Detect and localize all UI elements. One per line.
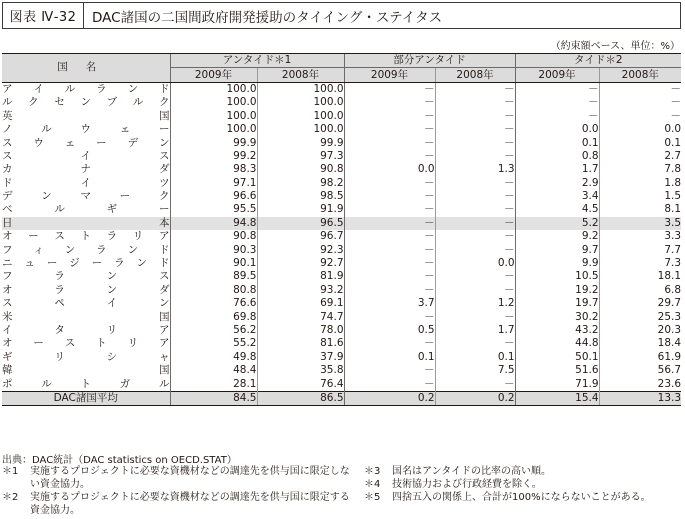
- table-row: [2, 177, 681, 190]
- country-name-text: オ ラ ン ダ: [2, 283, 170, 296]
- value-cell: －: [435, 217, 515, 230]
- table-row: [2, 377, 681, 391]
- table-row: [2, 163, 681, 176]
- value-cell: －: [599, 96, 681, 109]
- value-cell: 0.0: [599, 123, 681, 136]
- country-name: [2, 136, 170, 149]
- value-cell: 0.2: [435, 391, 515, 405]
- figure-title: DAC諸国の二国間政府開発援助のタイイング・ステイタス: [92, 9, 443, 26]
- value-cell: 99.9: [170, 136, 257, 149]
- value-cell: －: [344, 190, 435, 203]
- value-cell: 98.5: [257, 190, 344, 203]
- country-name: [2, 337, 170, 350]
- group-header-untied: アンタイド＊1: [170, 54, 344, 68]
- value-cell: 100.0: [257, 82, 344, 96]
- value-cell: －: [344, 230, 435, 243]
- country-name: [2, 364, 170, 377]
- value-cell: 92.7: [257, 257, 344, 270]
- value-cell: 100.0: [170, 96, 257, 109]
- value-cell: －: [435, 110, 515, 123]
- value-cell: －: [435, 136, 515, 149]
- table-row: [2, 123, 681, 136]
- value-cell: －: [435, 177, 515, 190]
- table-row: [2, 203, 681, 216]
- year-header: 2009年: [170, 68, 257, 82]
- country-name-text: 韓 国: [2, 364, 170, 377]
- table-header-groups: [2, 54, 681, 68]
- figure-number: 図表 Ⅳ-32: [3, 3, 84, 28]
- value-cell: －: [344, 310, 435, 323]
- table-row: [2, 243, 681, 256]
- country-name: [2, 203, 170, 216]
- table-row: [2, 310, 681, 323]
- value-cell: －: [435, 310, 515, 323]
- value-cell: 100.0: [170, 110, 257, 123]
- country-name-text: ル ク セ ン ブ ル ク: [2, 96, 170, 109]
- table-row: [2, 297, 681, 310]
- country-name: [2, 190, 170, 203]
- value-cell: 98.2: [257, 177, 344, 190]
- value-cell: 44.8: [515, 337, 599, 350]
- table-row: [2, 270, 681, 283]
- country-name: [2, 96, 170, 109]
- value-cell: 5.2: [515, 217, 599, 230]
- value-cell: 0.1: [515, 136, 599, 149]
- value-cell: 1.8: [599, 177, 681, 190]
- value-cell: 35.8: [257, 364, 344, 377]
- footnote-mark: ＊1: [2, 466, 19, 477]
- value-cell: －: [435, 203, 515, 216]
- table-row: [2, 324, 681, 337]
- value-cell: 49.8: [170, 351, 257, 364]
- value-cell: 89.5: [170, 270, 257, 283]
- value-cell: －: [344, 284, 435, 297]
- footnote: [364, 465, 685, 478]
- country-name-text: ス ペ イ ン: [2, 297, 170, 310]
- table-total-row: [2, 391, 681, 405]
- value-cell: －: [344, 270, 435, 283]
- footnote-text: 実施するプロジェクトに必要な資機材などの調達先を供与国に限定する資金協力。: [30, 492, 350, 516]
- country-column-header: 国名: [2, 54, 170, 83]
- value-cell: 90.8: [170, 230, 257, 243]
- value-cell: 29.7: [599, 297, 681, 310]
- country-name-text: ギ リ シ ャ: [2, 350, 170, 363]
- footnote: [364, 478, 685, 491]
- value-cell: －: [599, 82, 681, 96]
- country-name-text: ベ ル ギ ー: [2, 203, 170, 216]
- value-cell: －: [435, 284, 515, 297]
- footnote-text: 四捨五入の関係上、合計が100%にならないことがある。: [392, 492, 651, 503]
- year-header: 2009年: [515, 68, 599, 82]
- value-cell: －: [435, 150, 515, 163]
- country-name-text: ア イ ル ラ ン ド: [2, 82, 170, 95]
- value-cell: 78.0: [257, 324, 344, 337]
- footnote: [2, 465, 350, 491]
- year-header: 2008年: [599, 68, 681, 82]
- year-header: 2009年: [344, 68, 435, 82]
- value-cell: 74.7: [257, 310, 344, 323]
- value-cell: 7.5: [435, 364, 515, 377]
- value-cell: 69.8: [170, 310, 257, 323]
- value-cell: －: [435, 96, 515, 109]
- country-name: [2, 310, 170, 323]
- footnote: [364, 491, 685, 504]
- value-cell: －: [435, 243, 515, 256]
- value-cell: －: [344, 217, 435, 230]
- value-cell: 91.9: [257, 203, 344, 216]
- country-name: [2, 110, 170, 123]
- footnote-text: 技術協力および行政経費を除く。: [392, 479, 542, 490]
- value-cell: －: [344, 177, 435, 190]
- country-name-text: ニ ュ ー ジ ー ラ ン ド: [2, 257, 170, 270]
- country-name-text: カ ナ ダ: [2, 163, 170, 176]
- value-cell: 1.3: [435, 163, 515, 176]
- value-cell: 0.5: [344, 324, 435, 337]
- value-cell: 94.8: [170, 217, 257, 230]
- value-cell: 100.0: [257, 123, 344, 136]
- footnote-mark: ＊5: [364, 492, 381, 503]
- value-cell: 97.3: [257, 150, 344, 163]
- value-cell: 0.1: [435, 351, 515, 364]
- table-row: [2, 284, 681, 297]
- country-name-text: ノ ル ウ ェ ー: [2, 123, 170, 136]
- value-cell: －: [344, 364, 435, 377]
- value-cell: 100.0: [257, 110, 344, 123]
- value-cell: －: [344, 203, 435, 216]
- country-name: [2, 177, 170, 190]
- value-cell: －: [599, 110, 681, 123]
- value-cell: －: [515, 110, 599, 123]
- country-name: [2, 123, 170, 136]
- table-row: [2, 190, 681, 203]
- country-name: DAC諸国平均: [2, 391, 170, 405]
- value-cell: 3.4: [515, 190, 599, 203]
- country-name-text: ポ ル ト ガ ル: [2, 377, 170, 390]
- country-name: [2, 243, 170, 256]
- value-cell: 100.0: [170, 123, 257, 136]
- value-cell: 18.1: [599, 270, 681, 283]
- value-cell: 7.7: [599, 243, 681, 256]
- country-name: [2, 377, 170, 391]
- value-cell: 7.8: [599, 163, 681, 176]
- country-name: [2, 150, 170, 163]
- value-cell: 84.5: [170, 391, 257, 405]
- value-cell: 13.3: [599, 391, 681, 405]
- value-cell: －: [515, 82, 599, 96]
- value-cell: 2.7: [599, 150, 681, 163]
- country-name-text: ス ウ ェ ー デ ン: [2, 136, 170, 149]
- value-cell: 0.0: [515, 123, 599, 136]
- footnote-mark: ＊4: [364, 479, 381, 490]
- value-cell: －: [344, 136, 435, 149]
- value-cell: 3.7: [344, 297, 435, 310]
- country-name: [2, 217, 170, 230]
- value-cell: 23.6: [599, 377, 681, 391]
- group-header-tied: タイド＊2: [515, 54, 681, 68]
- country-name-text: 日 本: [2, 216, 170, 229]
- country-name-text: デ ン マ ー ク: [2, 190, 170, 203]
- footnote: [2, 491, 350, 517]
- table-row: [2, 337, 681, 350]
- value-cell: 0.8: [515, 150, 599, 163]
- table-row: [2, 351, 681, 364]
- country-name-text: フ ィ ン ラ ン ド: [2, 243, 170, 256]
- country-name-text: ド イ ツ: [2, 176, 170, 189]
- country-name: [2, 351, 170, 364]
- value-cell: －: [344, 257, 435, 270]
- value-cell: 71.9: [515, 377, 599, 391]
- value-cell: －: [344, 110, 435, 123]
- country-name-text: ス イ ス: [2, 149, 170, 162]
- country-name-text: イ タ リ ア: [2, 324, 170, 336]
- country-name: [2, 257, 170, 270]
- value-cell: 61.9: [599, 351, 681, 364]
- figure-title-bar: [2, 2, 681, 29]
- value-cell: 0.2: [344, 391, 435, 405]
- value-cell: 56.2: [170, 324, 257, 337]
- country-name-text: オ ー ス ト ラ リ ア: [2, 230, 170, 243]
- footnote-text: 実施するプロジェクトに必要な資機材などの調達先を供与国に限定しない資金協力。: [30, 466, 350, 490]
- value-cell: －: [435, 337, 515, 350]
- table-row: [2, 230, 681, 243]
- value-cell: 55.2: [170, 337, 257, 350]
- value-cell: 0.1: [344, 351, 435, 364]
- value-cell: 1.7: [515, 163, 599, 176]
- footnote-mark: ＊2: [2, 492, 19, 503]
- country-name-text: 英 国: [2, 109, 170, 122]
- value-cell: 81.9: [257, 270, 344, 283]
- country-name-text: オ ー ス ト リ ア: [2, 337, 170, 350]
- country-name: [2, 163, 170, 176]
- country-name: [2, 270, 170, 283]
- value-cell: －: [435, 190, 515, 203]
- value-cell: 8.1: [599, 203, 681, 216]
- value-cell: 19.7: [515, 297, 599, 310]
- country-name: [2, 82, 170, 96]
- value-cell: 43.2: [515, 324, 599, 337]
- country-name-text: フ ラ ン ス: [2, 270, 170, 283]
- table-row: [2, 364, 681, 377]
- value-cell: －: [435, 377, 515, 391]
- value-cell: 1.7: [435, 324, 515, 337]
- country-name: [2, 297, 170, 310]
- value-cell: 92.3: [257, 243, 344, 256]
- value-cell: －: [344, 123, 435, 136]
- value-cell: 30.2: [515, 310, 599, 323]
- value-cell: 7.3: [599, 257, 681, 270]
- table-row: [2, 150, 681, 163]
- value-cell: 15.4: [515, 391, 599, 405]
- tying-status-table: [2, 53, 681, 406]
- value-cell: 28.1: [170, 377, 257, 391]
- value-cell: －: [344, 96, 435, 109]
- value-cell: －: [344, 243, 435, 256]
- value-cell: 37.9: [257, 351, 344, 364]
- value-cell: 20.3: [599, 324, 681, 337]
- value-cell: 81.6: [257, 337, 344, 350]
- table-row: [2, 217, 681, 230]
- value-cell: 100.0: [170, 82, 257, 96]
- value-cell: 99.2: [170, 150, 257, 163]
- value-cell: －: [435, 82, 515, 96]
- source-note: 出典：DAC統計（DAC statistics on OECD.STAT）: [2, 455, 237, 466]
- table-row: [2, 257, 681, 270]
- value-cell: 90.1: [170, 257, 257, 270]
- value-cell: 3.3: [599, 230, 681, 243]
- value-cell: 9.2: [515, 230, 599, 243]
- value-cell: 9.9: [515, 257, 599, 270]
- value-cell: 2.9: [515, 177, 599, 190]
- value-cell: －: [344, 150, 435, 163]
- unit-note: （約束額ベース、単位：%）: [550, 41, 680, 52]
- value-cell: 48.4: [170, 364, 257, 377]
- value-cell: 76.6: [170, 297, 257, 310]
- value-cell: 6.8: [599, 284, 681, 297]
- value-cell: 18.4: [599, 337, 681, 350]
- value-cell: 51.6: [515, 364, 599, 377]
- value-cell: 86.5: [257, 391, 344, 405]
- value-cell: 97.1: [170, 177, 257, 190]
- value-cell: 80.8: [170, 284, 257, 297]
- value-cell: －: [515, 96, 599, 109]
- country-name: [2, 284, 170, 297]
- value-cell: 50.1: [515, 351, 599, 364]
- table-row: [2, 110, 681, 123]
- table-row: [2, 82, 681, 96]
- year-header: 2008年: [257, 68, 344, 82]
- group-header-partially-untied: 部分アンタイド: [344, 54, 515, 68]
- value-cell: －: [435, 123, 515, 136]
- value-cell: 19.2: [515, 284, 599, 297]
- value-cell: －: [344, 337, 435, 350]
- year-header: 2008年: [435, 68, 515, 82]
- value-cell: 1.5: [599, 190, 681, 203]
- value-cell: 90.3: [170, 243, 257, 256]
- value-cell: －: [344, 82, 435, 96]
- country-name-text: 米 国: [2, 310, 170, 323]
- value-cell: －: [435, 230, 515, 243]
- value-cell: 25.3: [599, 310, 681, 323]
- value-cell: 96.7: [257, 230, 344, 243]
- value-cell: 56.7: [599, 364, 681, 377]
- value-cell: 9.7: [515, 243, 599, 256]
- value-cell: 1.2: [435, 297, 515, 310]
- table-body: [2, 82, 681, 405]
- value-cell: －: [344, 377, 435, 391]
- footnote-mark: ＊3: [364, 466, 381, 477]
- value-cell: 0.1: [599, 136, 681, 149]
- value-cell: 76.4: [257, 377, 344, 391]
- value-cell: 95.5: [170, 203, 257, 216]
- value-cell: 96.5: [257, 217, 344, 230]
- table-row: [2, 96, 681, 109]
- value-cell: 99.9: [257, 136, 344, 149]
- value-cell: 69.1: [257, 297, 344, 310]
- value-cell: 100.0: [257, 96, 344, 109]
- value-cell: 0.0: [435, 257, 515, 270]
- value-cell: 96.6: [170, 190, 257, 203]
- value-cell: 3.5: [599, 217, 681, 230]
- value-cell: 0.0: [344, 163, 435, 176]
- footnote-text: 国名はアンタイドの比率の高い順。: [392, 466, 551, 477]
- value-cell: 10.5: [515, 270, 599, 283]
- table-row: [2, 136, 681, 149]
- value-cell: 93.2: [257, 284, 344, 297]
- country-name: [2, 230, 170, 243]
- country-name: [2, 324, 170, 337]
- value-cell: 4.5: [515, 203, 599, 216]
- value-cell: 90.8: [257, 163, 344, 176]
- value-cell: －: [435, 270, 515, 283]
- value-cell: 98.3: [170, 163, 257, 176]
